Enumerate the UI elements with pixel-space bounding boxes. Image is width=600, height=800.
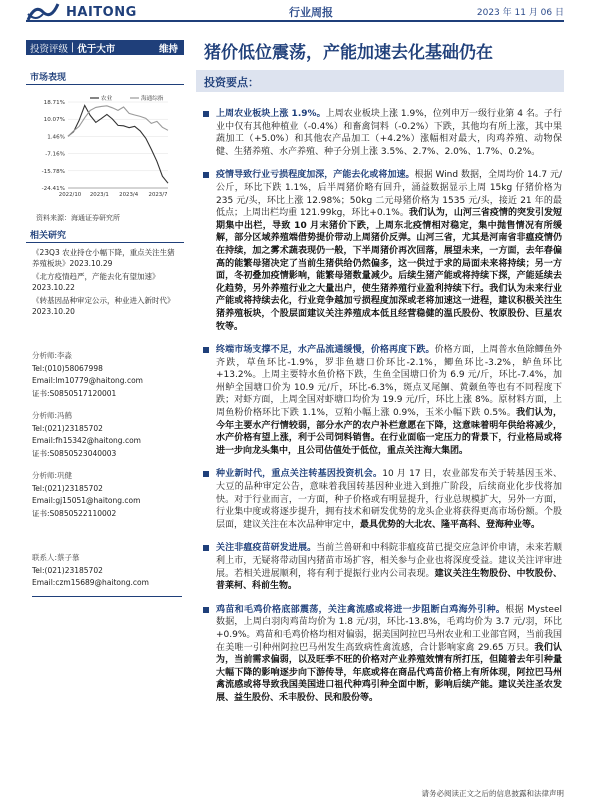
report-title: 猪价低位震荡，产能加速去化基础仍在 xyxy=(204,43,493,63)
key-point-title: 终端市场支撑不足，水产品流通缓慢，价格再度下跌。 xyxy=(216,345,435,356)
market-section-title: 市场表现 xyxy=(30,73,67,83)
related-research-list xyxy=(32,247,182,319)
y-tick-label: -15.78% xyxy=(41,168,65,175)
related-section-rule xyxy=(26,242,184,243)
market-section-rule xyxy=(26,84,184,85)
analyst-name: 分析师:冯鹤 xyxy=(32,411,73,420)
doc-type: 行业周报 xyxy=(289,6,333,19)
related-item[interactable]: 《转基因品种审定公示，种业进入新时代》2023.10.20 xyxy=(32,296,175,316)
key-point-emphasis: 我们认为，当前需求偏弱，以及旺季不旺的价格对产业养殖效情有所打压，但随着去年引种量大幅下降的影响逐步向下游传导，年底或将在商品代鸡苗价格上有所体现，阿拉巴马州禽流感或将导致我国美国进口祖代种鸡引种全面中断，影响后续产能。建议关注圣农发展、益生股份、禾丰股份、民和股份等。 xyxy=(216,642,562,703)
key-point-text: 10 月 17 日，农业部发布关于转基因玉米、大豆的品种审定公告，意味着我国转基因种业进入到推广阶段，后续商业化步伐将加快。对于行业而言，一方面，种子价格或有明显提升，行业总规模扩大，另外一方面，行业集中度或将逐步提升，拥有技术和研发优势的龙头企业将获得更高市场份额。个股层面，建议关注在本次品种审定中， xyxy=(216,469,562,530)
y-tick-label: -7.16% xyxy=(45,151,65,158)
legend-label: 农业 xyxy=(101,96,113,102)
square-bullet-icon xyxy=(203,172,209,178)
legend-label: 海通综指 xyxy=(141,96,164,102)
related-item[interactable]: 《23Q3 农业持仓小幅下降，重点关注生猪养殖板块》2023.10.29 xyxy=(32,248,175,268)
key-point-title: 上周农业板块上涨 1.9%。 xyxy=(216,109,326,119)
key-points-header xyxy=(196,70,564,92)
haitong-logo-icon xyxy=(26,2,60,22)
rating-separator: | xyxy=(71,42,75,53)
doc-date: 2023 年 11 月 06 日 xyxy=(476,8,564,18)
key-point-text: 价格方面，上周普水鱼除鲫鱼外齐跌，草鱼环比-1.9%，罗非鱼塘口价环比-2.1%，鲫鱼环比-3.2%，鲈鱼环比+13.2%。上周主要特水鱼价格下跌，生鱼全国塘口价为 6.9 元/斤，环比-7.4%，加州鲈全国塘口价为 10.9 元/斤，环比-6.3%，斑点叉尾鮰、黄颡鱼等也有不同程度下跌；对虾方面，上周全国对虾塘口均价为 19.9 元/斤，环比上涨 8%。原材料方面，上周鱼粉价格环比下跌 1.1%，豆粕小幅上涨 0.9%，玉米小幅下跌 0.5%。 xyxy=(216,345,562,419)
key-point-emphasis: 我们认为，山河三省疫情的突发引发短期集中出栏，导致 10 月末猪价下跌，上周东北疫情相对稳定，集中抛售情况有所缓解，部分区域养殖端借势提价带动上周猪价反弹。山河三省，尤其是河南省非瘟疫情仍在持续，加之雾术蔬表现仍一般，下半周猪价再次回落，展望未来，一方面，去年春偏高的能繁母猪决定了当前生猪供给仍然偏多，这一供过于求的局面未来将持续；另一方面，冬初叠加疫情影响，能繁母猪数量减少。后续生猪产能或将持续下探，产能延续去化趋势，另外养殖行业之大量出户，使生猪养殖行业盈利持续下行。我们认为未来行业产能或将持续去化，行业竞争越加亏损程度加深或老将加速这一进程，建议积极关注生猪养殖板块，个股层面建议关注养殖成本低且经营稳健的温氏股份、牧原股份、巨星农牧等。 xyxy=(216,208,562,332)
x-tick-label: 2023/4 xyxy=(119,192,139,198)
rating-value: 优于大市 xyxy=(77,43,116,55)
x-tick-label: 2022/10 xyxy=(58,192,82,198)
square-bullet-icon xyxy=(203,111,209,117)
key-point-text: 上周农业板块上涨 1.9%，位列申万一级行业第 4 名。子行业中仅有其他种植业（-0.4%）和畜禽饲料（-0.2%）下跌，其他均有所上涨，其中果蔬加工（+5.0%）和其他农产品加工（+4.2%）涨幅相对最大，肉鸡养殖、动物保健、生猪养殖、水产养殖、种子分别上涨 3.5%、2.7%、2.0%、1.7%、0.2%。 xyxy=(216,109,562,157)
key-point xyxy=(202,108,562,158)
y-tick-label: 10.07% xyxy=(43,117,65,124)
key-points-title: 投资要点： xyxy=(204,76,259,89)
key-point-text: 当前兰兽研和中科院非瘟疫苗已提交应急评价申请，未来若顺利上市，无疑将带动国内猪苗市场扩容，相关参与企业也将深度受益。建议关注评审进展。若相关进展顺利，将有利于提振行业内公司表现。 xyxy=(216,543,562,579)
square-bullet-icon xyxy=(203,607,209,613)
key-point-emphasis: 建议关注生物股份、中牧股份、普莱柯、科前生物。 xyxy=(216,568,562,592)
footer-disclaimer: 请务必阅读正文之后的信息披露和法律声明 xyxy=(421,789,564,798)
square-bullet-icon xyxy=(203,471,209,477)
market-performance-chart xyxy=(26,92,184,204)
analyst-name: 联系人:蔡子慕 xyxy=(32,553,80,562)
analyst-tel: Tel:(021)23185702 xyxy=(32,483,103,493)
y-tick-label: 1.46% xyxy=(47,134,65,141)
analyst-tel: Tel:(010)58067998 xyxy=(32,363,103,373)
key-point-title: 种业新时代，重点关注转基因投资机会。 xyxy=(216,469,383,480)
key-point xyxy=(202,468,562,531)
analyst-block xyxy=(32,410,182,460)
analyst-email[interactable]: Email:fh15342@haitong.com xyxy=(32,436,141,445)
series-line-agriculture xyxy=(68,105,168,183)
analyst-tel: Tel:(021)23185702 xyxy=(32,565,103,575)
analyst-tel: Tel:(021)23185702 xyxy=(32,423,103,433)
analyst-rule xyxy=(32,596,182,597)
key-point-title: 鸡苗和毛鸡价格底部震荡，关注禽流感或将进一步阻断白鸡海外引种。 xyxy=(216,604,506,615)
key-point-text: 根据 Mysteel 数据，上周白羽肉鸡苗均价为 1.8 元/羽，环比-13.8%，毛鸡均价为 3.7 元/羽，环比+0.9%。鸡苗和毛鸡价格均相对偏弱，据美国阿拉巴马州农业和工业部官网，当前我国在美唯一引种州阿拉巴马州发生高致病性禽流感，合计影响家禽 29.65 万只。 xyxy=(216,604,562,653)
logo-text: HAITONG xyxy=(66,4,137,20)
x-tick-label: 2023/1 xyxy=(89,192,109,198)
x-tick-label: 2023/7 xyxy=(148,192,168,198)
y-tick-label: 18.71% xyxy=(43,100,65,106)
key-point xyxy=(202,344,562,457)
analyst-email[interactable]: Email:gj15051@haitong.com xyxy=(32,496,141,505)
key-point xyxy=(202,542,562,592)
key-points-list xyxy=(202,108,562,716)
rating-bar xyxy=(26,40,184,55)
key-point xyxy=(202,169,562,333)
related-item[interactable]: 《北方疫情趋严，产能去化有望加速》2023.10.22 xyxy=(32,272,160,292)
analyst-cert: 证书:S0850522110002 xyxy=(32,508,117,518)
y-tick-label: -24.41% xyxy=(41,186,65,192)
key-point-title: 疫情导致行业亏损程度加深，产能去化或将加速。 xyxy=(216,170,415,181)
key-point-emphasis: 我们认为，今年主要水产行情较弱，部分水产的农户补栏意愿在下降，这意味着明年供给将减少，水产价格有望上涨，利于公司饲料销售。在行业面临一定压力的背景下，行业格局或将进一步向龙头集中，且公司估值处于低位，重点关注海大集团。 xyxy=(216,408,562,456)
rating-status: 维持 xyxy=(158,43,178,55)
analyst-cert: 证书:S0850523040003 xyxy=(32,448,117,458)
related-section-title: 相关研究 xyxy=(30,231,67,241)
analyst-email[interactable]: Email:lm10779@haitong.com xyxy=(32,376,143,385)
analyst-name: 分析师:李淼 xyxy=(32,351,73,360)
analyst-name: 分析师:巩健 xyxy=(32,471,73,480)
key-point xyxy=(202,604,562,705)
key-point-text: 根据 Wind 数据，全周均价 14.7 元/公斤，环比下跌 1.1%，后半周猪价略有回升，涌益数据显示上周 15kg 仔猪价格为 235 元/头，环比上涨 12.98%；50kg 二元母猪价格为 1535 元/头，接近 21 年的最低点；上周出栏均重 121.99kg，环比+0.1%。 xyxy=(216,170,562,219)
rating-label: 投资评级 xyxy=(30,43,69,55)
key-point-title: 关注非瘟疫苗研发进展。 xyxy=(216,543,317,554)
analyst-email[interactable]: Email:czm15689@haitong.com xyxy=(32,578,149,587)
chart-source: 资料来源：海通证券研究所 xyxy=(36,214,120,222)
square-bullet-icon xyxy=(203,347,209,353)
analyst-block xyxy=(32,470,182,520)
header-divider xyxy=(26,20,564,22)
analyst-block xyxy=(32,350,182,400)
analyst-block xyxy=(32,552,182,597)
analyst-cert: 证书:S0850517120001 xyxy=(32,388,117,398)
square-bullet-icon xyxy=(203,545,209,551)
key-point-emphasis: 最具优势的大北农、隆平高科、登海种业等。 xyxy=(360,519,541,530)
